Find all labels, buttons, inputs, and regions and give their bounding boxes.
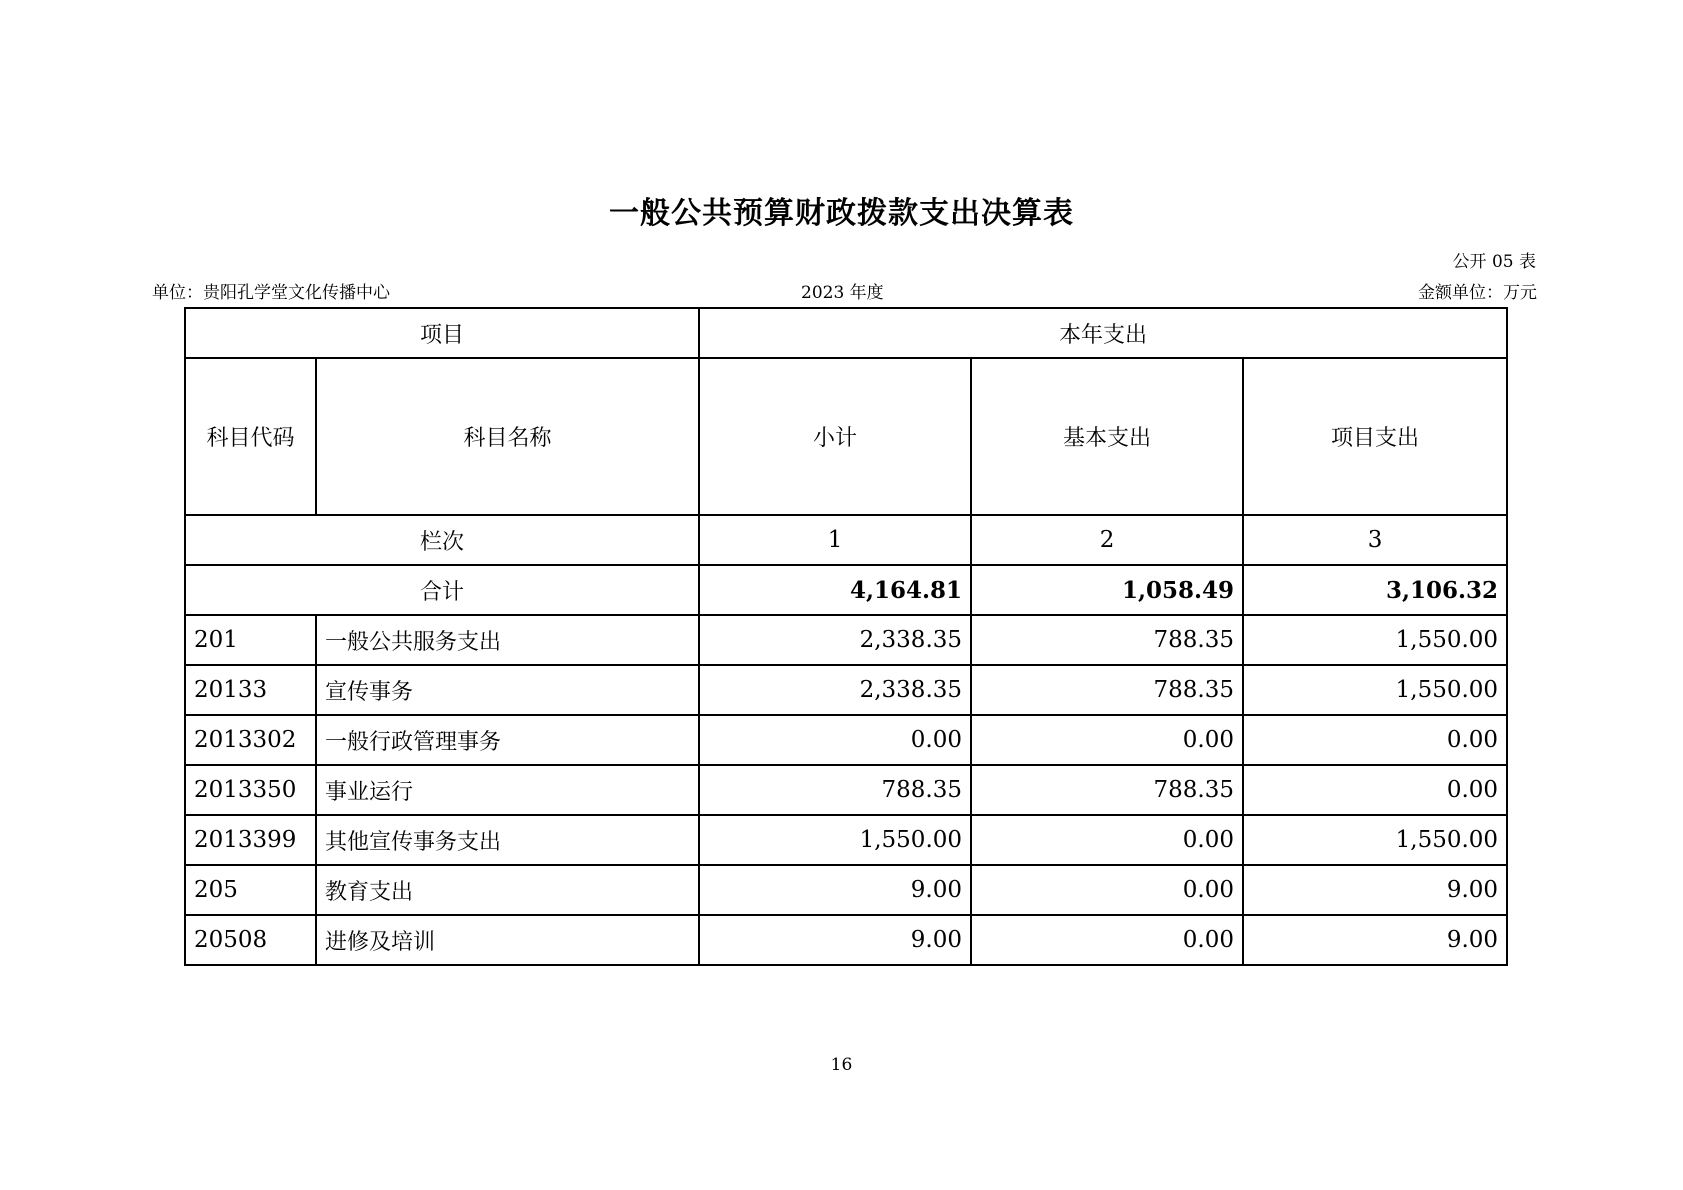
row-basic: 0.00 [971,815,1243,865]
column-seq-2: 2 [971,515,1243,565]
column-sequence-row [185,515,1507,565]
table-row [185,915,1507,965]
column-seq-label: 栏次 [185,515,699,565]
row-code: 2013302 [185,715,316,765]
table-row [185,815,1507,865]
row-project: 1,550.00 [1243,615,1507,665]
table-row [185,715,1507,765]
row-basic: 788.35 [971,615,1243,665]
row-subtotal: 788.35 [699,765,971,815]
col-header-subtotal: 小计 [699,358,971,515]
row-subtotal: 9.00 [699,915,971,965]
table-subheader-row [185,358,1507,515]
row-project: 1,550.00 [1243,815,1507,865]
row-project: 9.00 [1243,915,1507,965]
row-code: 2013350 [185,765,316,815]
row-basic: 0.00 [971,865,1243,915]
row-subtotal: 1,550.00 [699,815,971,865]
header-current-year: 本年支出 [699,308,1507,358]
table-row [185,865,1507,915]
col-header-name: 科目名称 [316,358,699,515]
row-name: 教育支出 [316,865,699,915]
column-seq-1: 1 [699,515,971,565]
row-subtotal: 0.00 [699,715,971,765]
row-project: 1,550.00 [1243,665,1507,715]
row-code: 2013399 [185,815,316,865]
unit-label: 单位：贵阳孔学堂文化传播中心 [152,283,390,303]
row-code: 205 [185,865,316,915]
form-number: 公开 05 表 [1452,252,1536,272]
total-subtotal: 4,164.81 [699,565,971,615]
row-name: 宣传事务 [316,665,699,715]
page-number: 16 [830,1055,853,1075]
row-subtotal: 2,338.35 [699,615,971,665]
money-unit-label: 金额单位：万元 [1418,283,1537,303]
page-title: 一般公共预算财政拨款支出决算表 [609,196,1074,231]
row-basic: 788.35 [971,665,1243,715]
table-row [185,615,1507,665]
total-label: 合计 [185,565,699,615]
total-basic: 1,058.49 [971,565,1243,615]
column-seq-3: 3 [1243,515,1507,565]
row-name: 进修及培训 [316,915,699,965]
row-name: 其他宣传事务支出 [316,815,699,865]
col-header-code: 科目代码 [185,358,316,515]
row-project: 9.00 [1243,865,1507,915]
row-subtotal: 9.00 [699,865,971,915]
row-project: 0.00 [1243,715,1507,765]
report-meta-row [152,278,1537,302]
row-subtotal: 2,338.35 [699,665,971,715]
table-row [185,765,1507,815]
table-row [185,665,1507,715]
total-project: 3,106.32 [1243,565,1507,615]
table-header-row [185,308,1507,358]
row-code: 201 [185,615,316,665]
row-name: 一般行政管理事务 [316,715,699,765]
row-code: 20133 [185,665,316,715]
row-basic: 788.35 [971,765,1243,815]
header-item: 项目 [185,308,699,358]
row-code: 20508 [185,915,316,965]
row-name: 事业运行 [316,765,699,815]
col-header-basic: 基本支出 [971,358,1243,515]
row-basic: 0.00 [971,715,1243,765]
year-label: 2023 年度 [801,283,884,303]
row-project: 0.00 [1243,765,1507,815]
expenditure-table [184,307,1508,966]
row-basic: 0.00 [971,915,1243,965]
row-name: 一般公共服务支出 [316,615,699,665]
total-row [185,565,1507,615]
col-header-project: 项目支出 [1243,358,1507,515]
